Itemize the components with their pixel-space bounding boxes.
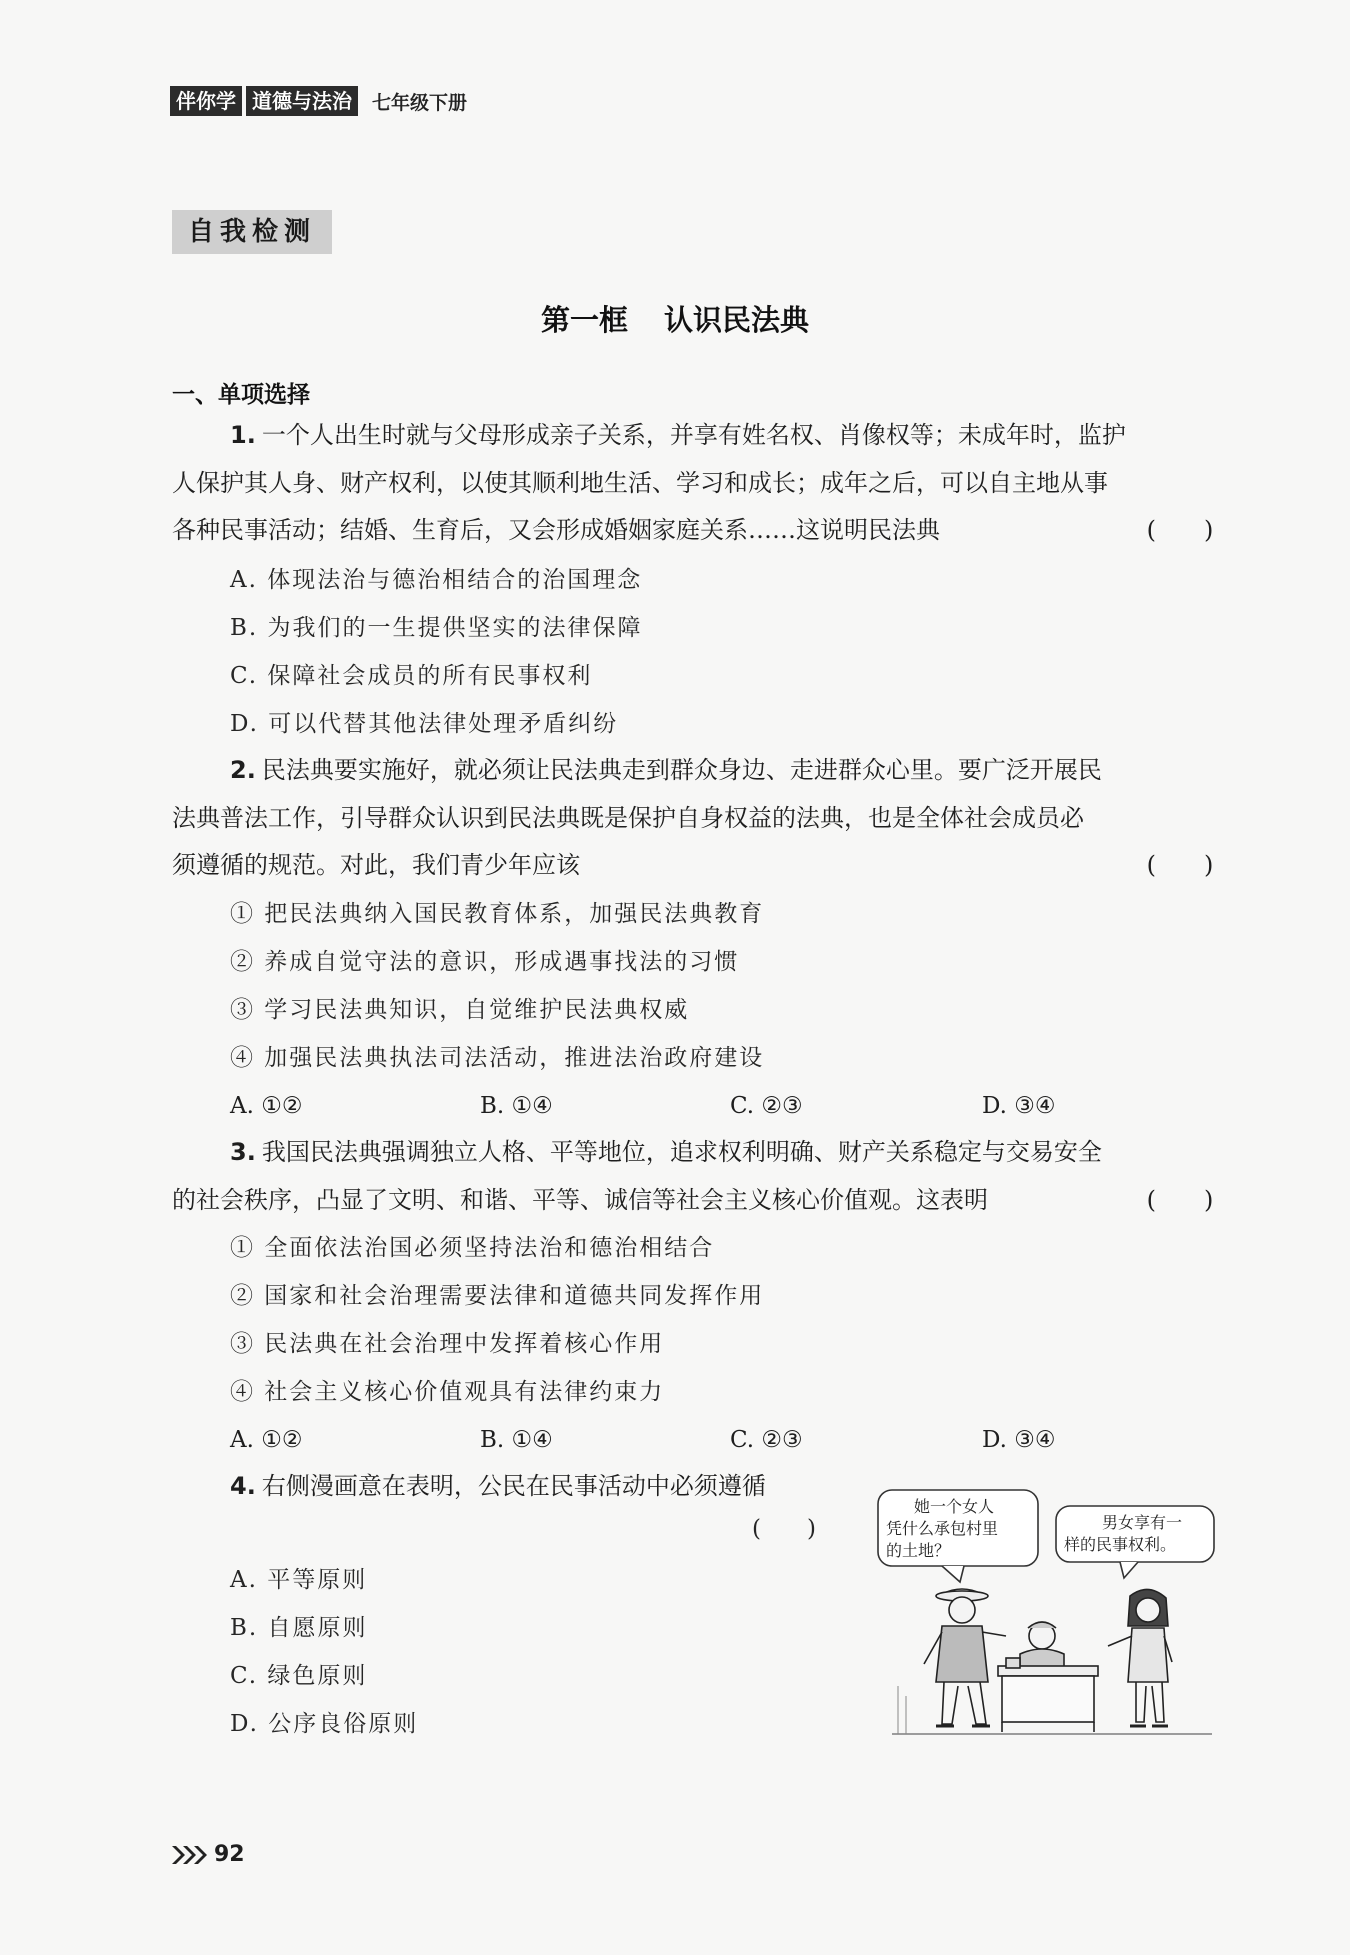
part-title: 一、单项选择 [172, 382, 310, 408]
statement-2: ② 国家和社会治理需要法律和道德共同发挥作用 [230, 1283, 765, 1309]
statement-3: ③ 民法典在社会治理中发挥着核心作用 [230, 1331, 665, 1357]
answer-blank: ( ) [752, 1516, 816, 1542]
answer-blank: ( ) [1146, 1185, 1214, 1214]
bubble-right-line-2: 样的民事权利。 [1064, 1535, 1177, 1554]
woman-figure [1108, 1589, 1172, 1726]
cartoon-illustration [872, 1486, 1220, 1740]
choice-c: C. ②③ [730, 1427, 803, 1453]
statement-1: ① 把民法典纳入国民教育体系，加强民法典教育 [230, 901, 765, 927]
option-d: D. 公序良俗原则 [230, 1711, 419, 1737]
option-c: C. 保障社会成员的所有民事权利 [230, 663, 593, 689]
lesson-title [0, 298, 1350, 339]
question-1-stem: 1. 一个人出生时就与父母形成亲子关系，并享有姓名权、肖像权等；未成年时，监护 人保护其人身、财产权利，以使其顺利地生活、学习和成长；成年之后，可以自主地从事 ( ) 各种民事活动；结婚、生育后，又会形成婚姻家庭关系……这说明民法典 [172, 412, 1220, 555]
option-b: B. 为我们的一生提供坚实的法律保障 [230, 615, 643, 641]
statement-2: ② 养成自觉守法的意识，形成遇事找法的习惯 [230, 949, 740, 975]
option-a: A. 平等原则 [230, 1567, 368, 1593]
question-4-stem: 4. 右侧漫画意在表明，公民在民事活动中必须遵循 [230, 1472, 766, 1500]
subject-label: 道德与法治 [246, 86, 358, 116]
choice-a: A. ①② [230, 1427, 303, 1453]
statement-3: ③ 学习民法典知识，自觉维护民法典权威 [230, 997, 690, 1023]
bubble-left-line-1: 她一个女人 [914, 1497, 995, 1516]
frame-topic: 认识民法典 [664, 303, 810, 337]
option-b: B. 自愿原则 [230, 1615, 368, 1641]
question-number: 1. [230, 421, 256, 449]
grade-label: 七年级下册 [372, 91, 468, 114]
page-number: 92 [214, 1842, 245, 1867]
section-tag: 自我检测 [172, 210, 332, 254]
choice-d: D. ③④ [982, 1427, 1056, 1453]
frame-number: 第一框 [540, 303, 628, 337]
question-2-stem: 2. 民法典要实施好，就必须让民法典走到群众身边、走进群众心里。要广泛开展民 法典普法工作，引导群众认识到民法典既是保护自身权益的法典，也是全体社会成员必 ( ) 须遵循的规范。对此，我们青少年应该 [172, 747, 1220, 890]
question-number: 4. [230, 1472, 256, 1500]
option-c: C. 绿色原则 [230, 1663, 368, 1689]
question-number: 3. [230, 1138, 256, 1166]
choice-a: A. ①② [230, 1093, 303, 1119]
question-3-stem: 3. 我国民法典强调独立人格、平等地位，追求权利明确、财产关系稳定与交易安全 ( ) 的社会秩序，凸显了文明、和谐、平等、诚信等社会主义核心价值观。这表明 [172, 1129, 1220, 1224]
choice-b: B. ①④ [480, 1427, 553, 1453]
page-footer [170, 1842, 245, 1867]
choice-b: B. ①④ [480, 1093, 553, 1119]
answer-blank: ( ) [1146, 851, 1214, 879]
option-d: D. 可以代替其他法律处理矛盾纠纷 [230, 711, 619, 737]
official-figure [998, 1622, 1098, 1732]
man-figure [924, 1589, 1006, 1726]
statement-4: ④ 社会主义核心价值观具有法律约束力 [230, 1379, 665, 1405]
answer-blank: ( ) [1146, 516, 1214, 544]
bubble-left-line-2: 凭什么承包村里 [886, 1519, 999, 1538]
bubble-left-line-3: 的土地？ [886, 1541, 951, 1560]
statement-1: ① 全面依法治国必须坚持法治和德治相结合 [230, 1235, 715, 1261]
chevrons-icon [170, 1843, 210, 1867]
running-header [170, 86, 467, 116]
choice-c: C. ②③ [730, 1093, 803, 1119]
statement-4: ④ 加强民法典执法司法活动，推进法治政府建设 [230, 1045, 765, 1071]
choice-d: D. ③④ [982, 1093, 1056, 1119]
bubble-right-line-1: 男女享有一 [1102, 1513, 1183, 1532]
book-series-label: 伴你学 [170, 86, 242, 116]
question-number: 2. [230, 756, 256, 784]
option-a: A. 体现法治与德治相结合的治国理念 [230, 567, 643, 593]
